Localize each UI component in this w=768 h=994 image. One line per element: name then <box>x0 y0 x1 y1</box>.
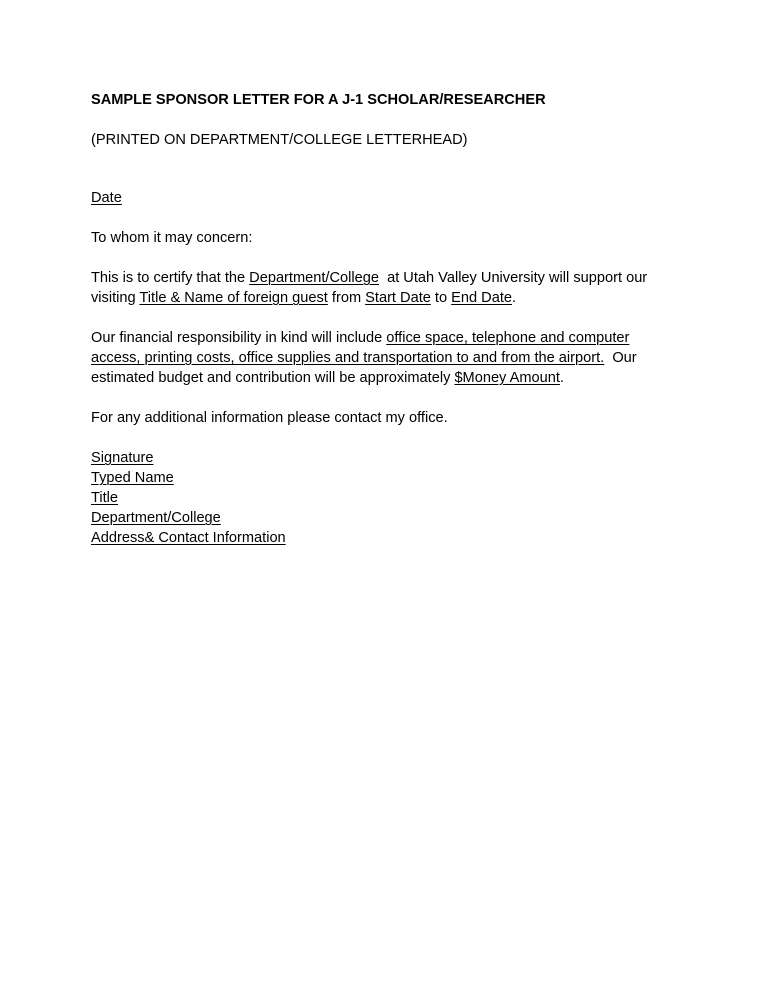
guest-placeholder: Title & Name of foreign guest <box>139 290 328 306</box>
typed-name-line <box>91 468 691 488</box>
resources-placeholder-1: office space, telephone and computer <box>386 330 630 346</box>
contact-paragraph: For any additional information please contact my office. <box>91 410 448 426</box>
department-placeholder: Department/College <box>249 270 379 286</box>
start-date-placeholder: Start Date <box>365 290 431 306</box>
address-placeholder: Address& Contact Information <box>91 530 286 546</box>
signature-line <box>91 448 691 468</box>
end-date-placeholder: End Date <box>451 290 513 306</box>
financial-line-2 <box>91 348 691 368</box>
certification-line-2 <box>91 288 691 308</box>
department-signature-placeholder: Department/College <box>91 510 221 526</box>
text-run: Our <box>604 350 637 366</box>
financial-paragraph <box>91 328 691 388</box>
letter-document <box>91 90 691 548</box>
text-run: to <box>430 290 452 306</box>
text-run: visiting <box>91 290 140 306</box>
title-line <box>91 488 691 508</box>
date-placeholder <box>91 188 691 208</box>
typed-name-placeholder: Typed Name <box>91 470 174 486</box>
address-line <box>91 528 691 548</box>
text-run: estimated budget and contribution will be approximately <box>91 370 455 386</box>
department-line <box>91 508 691 528</box>
signature-placeholder: Signature <box>91 450 154 466</box>
text-run: . <box>559 370 564 386</box>
salutation: To whom it may concern: <box>91 230 253 246</box>
letter-title: SAMPLE SPONSOR LETTER FOR A J-1 SCHOLAR/RESEARCHER <box>91 92 546 108</box>
money-placeholder: $Money Amount <box>454 370 560 386</box>
certification-line-1 <box>91 268 691 288</box>
certification-paragraph <box>91 268 691 308</box>
letterhead-note: (PRINTED ON DEPARTMENT/COLLEGE LETTERHEAD) <box>91 132 468 148</box>
text-run: This is to certify that the <box>91 270 250 286</box>
text-run: Our financial responsibility in kind will include <box>91 330 387 346</box>
text-run: . <box>512 290 517 306</box>
financial-line-3 <box>91 368 691 388</box>
title-placeholder: Title <box>91 490 119 506</box>
text-run: from <box>327 290 366 306</box>
financial-line-1 <box>91 328 691 348</box>
resources-placeholder-2: access, printing costs, office supplies and transportation to and from the airport. <box>91 350 605 366</box>
signature-block <box>91 448 691 548</box>
date-field: Date <box>91 190 122 206</box>
text-run: at Utah Valley University will support our <box>378 270 648 286</box>
